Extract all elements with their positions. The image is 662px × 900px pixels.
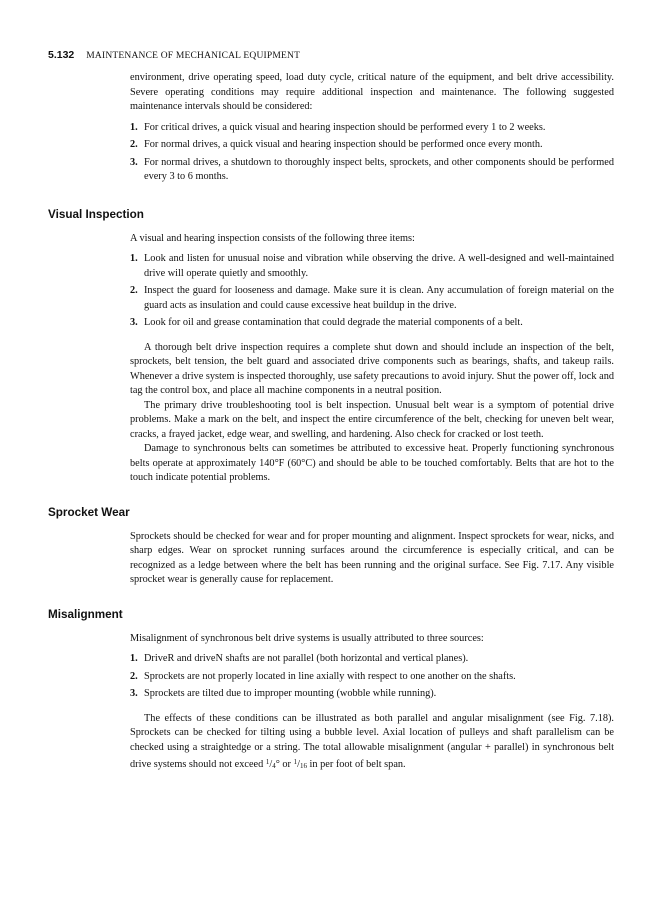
section-heading-sprocket-wear: Sprocket Wear [48, 505, 130, 519]
misalignment-lead: Misalignment of synchronous belt drive systems is usually attributed to three sources: [130, 632, 484, 644]
text-column [48, 71, 614, 774]
list-number: 2. [130, 285, 138, 296]
list-text: Look and listen for unusual noise and vibration while observing the drive. A well-designed and well-maintained drive will operate quietly and smoothly. [144, 253, 614, 279]
list-text: For critical drives, a quick visual and hearing inspection should be performed every 1 to 2 weeks. [144, 121, 546, 133]
fraction-unit: ° or [275, 759, 291, 770]
fraction-denominator: 16 [299, 762, 307, 770]
list-item [130, 138, 614, 153]
list-number: 3. [130, 317, 138, 328]
list-text: Inspect the guard for looseness and damage. Make sure it is clean. Any accumulation of foreign material on the guard acts as insulation and could cause excessive heat buildup in the drive. [144, 285, 614, 311]
list-number: 2. [130, 139, 138, 150]
list-item [130, 652, 614, 667]
intro-paragraph: environment, drive operating speed, load duty cycle, critical nature of the equipment, and belt drive accessibility. Severe operating conditions may require additional inspection and maintenance. The following suggested maintenance intervals should be considered: [130, 72, 614, 112]
misalignment-list [130, 652, 614, 702]
visual-paragraph-3: Damage to synchronous belts can sometimes be attributed to excessive heat. Properly functioning synchronous belts operate at approximately 140°F (60°C) and should be able to be touched comfortably. Belts that are hot to the touch indicate potential problems. [130, 443, 614, 483]
fraction-denominator: 4 [272, 762, 276, 770]
list-item [130, 687, 614, 702]
sprocket-paragraph: Sprockets should be checked for wear and for proper mounting and alignment. Inspect sprockets for wear, nicks, and sharp edges. Wear on sprocket running surfaces around the circumference is especially critical, and can be recognized as a ledge between where the belt has been running and the original surface. See Fig. 7.17. Any visible sprocket wear is generally cause for replacement. [130, 530, 614, 585]
list-text: DriveR and driveN shafts are not parallel (both horizontal and vertical planes). [144, 653, 469, 664]
list-item [130, 284, 614, 313]
list-number: 2. [130, 670, 138, 682]
list-item [130, 121, 614, 136]
list-number: 1. [130, 121, 138, 133]
list-text: Look for oil and grease contamination that could degrade the material components of a belt. [144, 317, 523, 328]
running-header [48, 49, 300, 61]
list-item [130, 670, 614, 685]
running-title: MAINTENANCE OF MECHANICAL EQUIPMENT [86, 51, 301, 61]
visual-list [130, 252, 614, 331]
list-text: Sprockets are not properly located in line axially with respect to one another on the shafts. [144, 670, 516, 682]
list-number: 3. [130, 688, 138, 699]
fraction-numerator: 1 [265, 758, 270, 766]
visual-paragraph-2: The primary drive troubleshooting tool is belt inspection. Unusual belt wear is a symptom of potential drive problems. Make a mark on the belt, and inspect the entire circumference of the belt, checking for uneven belt wear, cracks, a frayed jacket, edge wear, and swelling, and hardening. Also check for cracked or lost teeth. [130, 399, 614, 440]
list-number: 1. [130, 653, 138, 664]
list-number: 1. [130, 253, 138, 264]
list-item [130, 156, 614, 185]
misalignment-paragraph: The effects of these conditions can be illustrated as both parallel and angular misalignment (see Fig. 7.18). Sprockets can be checked for tilting using a bubble level. Axial location of pulleys and shaft parallelism can be checked using a straightedge or a string. The total allowable misalignment (angular + parallel) in synchronous belt drive systems should not exceed $^1$/4° or $^1$/16 in per foot of belt span. [130, 712, 614, 770]
misalignment-text: The effects of these conditions can be illustrated as both parallel and angular misalignment (see Fig. 7.18). Sprockets can be checked for tilting using a bubble level. Axial location of pulleys and shaft parallelism can be checked using a straightedge or a string. The total allowable misalignment (angular + parallel) in synchronous belt drive systems should not exceed [130, 712, 614, 770]
list-item [130, 316, 614, 331]
list-text: Sprockets are tilted due to improper mounting (wobble while running). [144, 688, 437, 699]
section-heading-misalignment: Misalignment [48, 607, 123, 621]
fraction-numerator: 1 [293, 758, 298, 766]
list-text: For normal drives, a quick visual and hearing inspection should be performed once every month. [144, 139, 543, 150]
page-number: 5.132 [48, 49, 75, 61]
visual-paragraph-1: A thorough belt drive inspection requires a complete shut down and should include an inspection of the belt, sprockets, belt tension, the belt guard and associated drive components such as bearings, shafts, and takeup rails. Whenever a drive system is inspected thoroughly, use safety precautions to avoid injury. Shut the power off, lock and tag the control box, and place all machine components in a neutral position. [130, 341, 614, 396]
list-item [130, 252, 614, 281]
misalignment-text-end: in per foot of belt span. [309, 759, 406, 770]
section-heading-visual-inspection: Visual Inspection [48, 207, 144, 221]
list-number: 3. [130, 156, 138, 168]
visual-lead: A visual and hearing inspection consists of the following three items: [130, 232, 415, 244]
interval-list [130, 121, 614, 185]
list-text: For normal drives, a shutdown to thoroughly inspect belts, sprockets, and other components should be performed every 3 to 6 months. [144, 156, 614, 182]
